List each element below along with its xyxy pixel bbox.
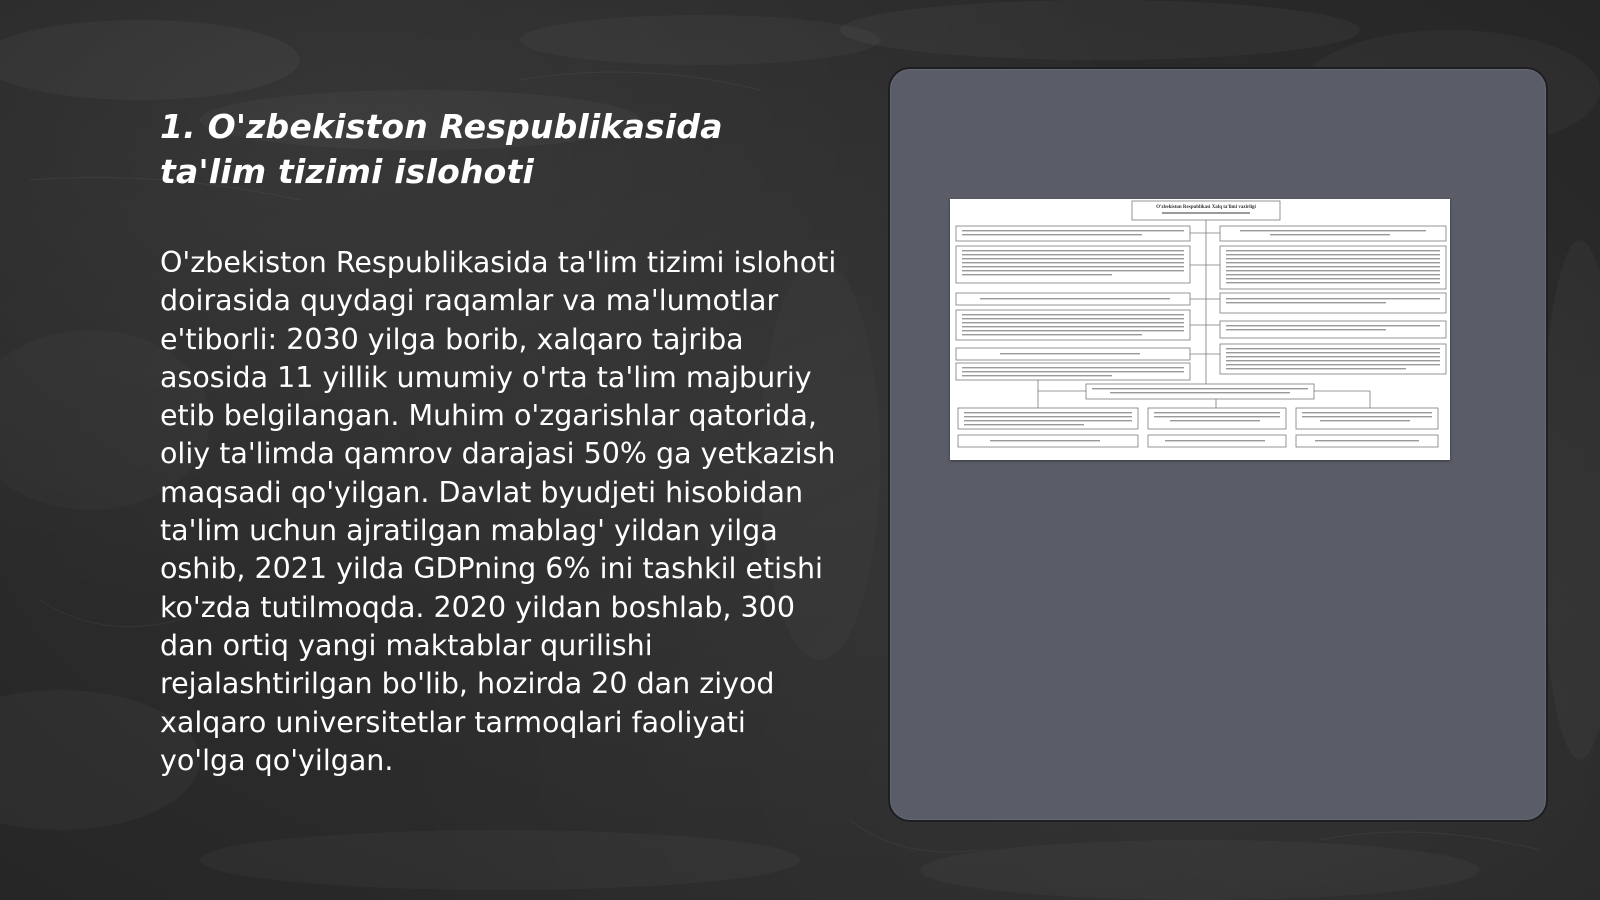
slide-title: 1. O'zbekiston Respublikasida ta'lim tizimi islohoti bbox=[160, 107, 723, 191]
org-chart-graphic bbox=[950, 199, 1450, 460]
slide-body-text: O'zbekiston Respublikasida ta'lim tizimi islohoti doirasida quydagi raqamlar va ma'lumotlar e'tiborli: 2030 yilga borib, xalqaro tajriba asosida 11 yillik umumiy o'rta ta'lim majburiy etib belgilangan. Muhim o'zgarishlar qatorida, oliy ta'limda qamrov darajasi 50% ga yetkazish maqsadi qo'yilgan. Davlat byudjeti hisobidan ta'lim uchun ajratilgan mablag' yildan yilga oshib, 2021 yilda GDPning 6% ini tashkil etishi ko'zda tutilmoqda. 2020 yildan boshlab, 300 dan ortiq yangi maktablar qurilishi rejalashtirilgan bo'lib, hozirda 20 dan ziyod xalqaro universitetlar tarmoqlari faoliyati yo'lga qo'yilgan. bbox=[160, 246, 837, 777]
org-chart-image bbox=[950, 199, 1450, 460]
org-chart-heading: O'zbekiston Respublikasi Xalq ta'limi vazirligi bbox=[1156, 205, 1256, 210]
